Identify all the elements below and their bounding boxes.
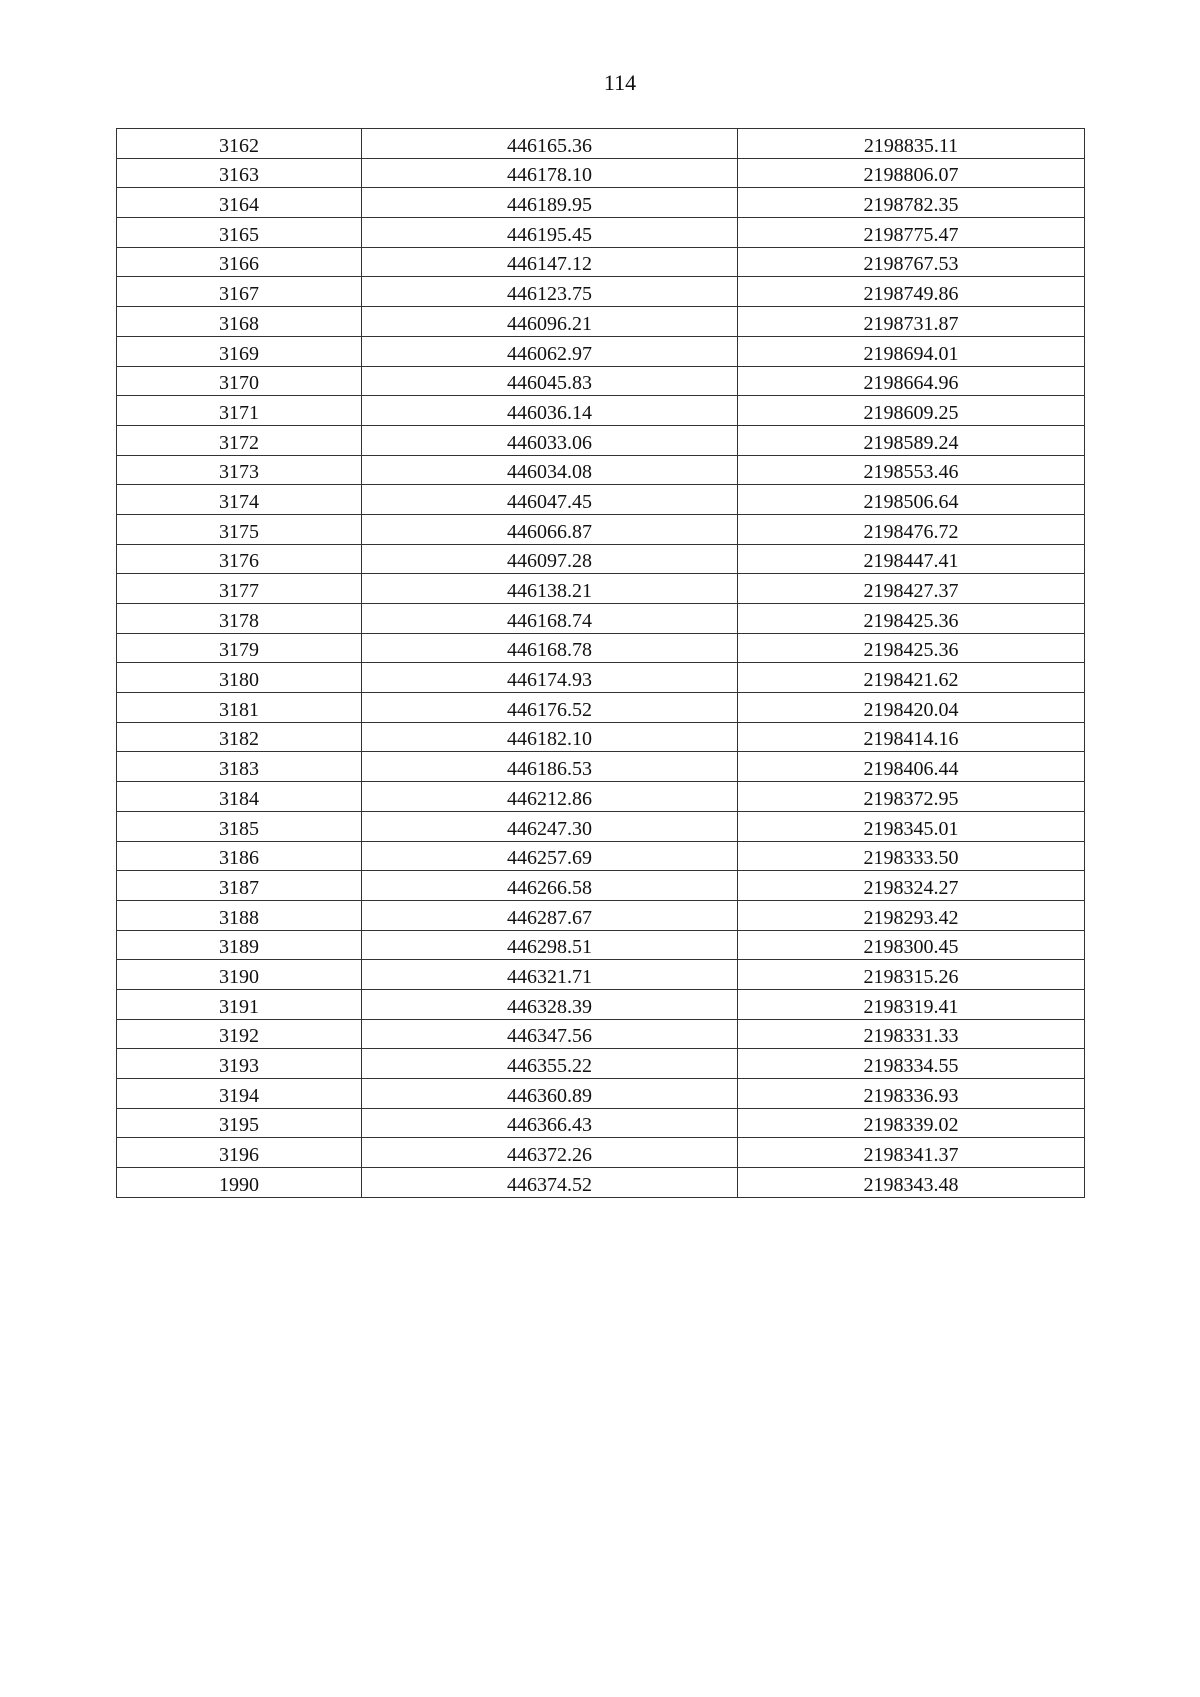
point-id-cell: 3164 xyxy=(117,188,362,218)
point-id-cell: 3194 xyxy=(117,1079,362,1109)
y-coordinate-cell: 2198300.45 xyxy=(738,930,1085,960)
y-coordinate-cell: 2198553.46 xyxy=(738,455,1085,485)
point-id-cell: 3192 xyxy=(117,1019,362,1049)
point-id-cell: 3174 xyxy=(117,485,362,515)
table-row xyxy=(117,693,1085,723)
y-coordinate-cell: 2198425.36 xyxy=(738,604,1085,634)
y-coordinate-cell: 2198664.96 xyxy=(738,366,1085,396)
table-row xyxy=(117,1108,1085,1138)
point-id-cell: 3186 xyxy=(117,841,362,871)
point-id-cell: 3190 xyxy=(117,960,362,990)
table-row xyxy=(117,485,1085,515)
y-coordinate-cell: 2198775.47 xyxy=(738,218,1085,248)
point-id-cell: 3188 xyxy=(117,900,362,930)
y-coordinate-cell: 2198319.41 xyxy=(738,989,1085,1019)
point-id-cell: 3182 xyxy=(117,722,362,752)
x-coordinate-cell: 446287.67 xyxy=(362,900,738,930)
x-coordinate-cell: 446168.74 xyxy=(362,604,738,634)
point-id-cell: 1990 xyxy=(117,1168,362,1198)
y-coordinate-cell: 2198806.07 xyxy=(738,158,1085,188)
table-row xyxy=(117,782,1085,812)
point-id-cell: 3176 xyxy=(117,544,362,574)
table-row xyxy=(117,514,1085,544)
point-id-cell: 3189 xyxy=(117,930,362,960)
table-row xyxy=(117,396,1085,426)
table-row xyxy=(117,129,1085,159)
x-coordinate-cell: 446165.36 xyxy=(362,129,738,159)
x-coordinate-cell: 446182.10 xyxy=(362,722,738,752)
table-row xyxy=(117,633,1085,663)
point-id-cell: 3183 xyxy=(117,752,362,782)
y-coordinate-cell: 2198336.93 xyxy=(738,1079,1085,1109)
point-id-cell: 3178 xyxy=(117,604,362,634)
point-id-cell: 3177 xyxy=(117,574,362,604)
point-id-cell: 3162 xyxy=(117,129,362,159)
y-coordinate-cell: 2198343.48 xyxy=(738,1168,1085,1198)
y-coordinate-cell: 2198324.27 xyxy=(738,871,1085,901)
y-coordinate-cell: 2198421.62 xyxy=(738,663,1085,693)
point-id-cell: 3167 xyxy=(117,277,362,307)
x-coordinate-cell: 446045.83 xyxy=(362,366,738,396)
table-row xyxy=(117,158,1085,188)
x-coordinate-cell: 446186.53 xyxy=(362,752,738,782)
table-row xyxy=(117,336,1085,366)
table-row xyxy=(117,188,1085,218)
x-coordinate-cell: 446257.69 xyxy=(362,841,738,871)
x-coordinate-cell: 446298.51 xyxy=(362,930,738,960)
x-coordinate-cell: 446189.95 xyxy=(362,188,738,218)
table-row xyxy=(117,247,1085,277)
y-coordinate-cell: 2198414.16 xyxy=(738,722,1085,752)
y-coordinate-cell: 2198476.72 xyxy=(738,514,1085,544)
x-coordinate-cell: 446066.87 xyxy=(362,514,738,544)
x-coordinate-cell: 446372.26 xyxy=(362,1138,738,1168)
table-row xyxy=(117,663,1085,693)
point-id-cell: 3193 xyxy=(117,1049,362,1079)
x-coordinate-cell: 446178.10 xyxy=(362,158,738,188)
x-coordinate-cell: 446247.30 xyxy=(362,811,738,841)
point-id-cell: 3187 xyxy=(117,871,362,901)
x-coordinate-cell: 446174.93 xyxy=(362,663,738,693)
table-row xyxy=(117,930,1085,960)
table-row xyxy=(117,218,1085,248)
y-coordinate-cell: 2198835.11 xyxy=(738,129,1085,159)
point-id-cell: 3180 xyxy=(117,663,362,693)
table-row xyxy=(117,1079,1085,1109)
table-row xyxy=(117,574,1085,604)
x-coordinate-cell: 446355.22 xyxy=(362,1049,738,1079)
y-coordinate-cell: 2198749.86 xyxy=(738,277,1085,307)
y-coordinate-cell: 2198425.36 xyxy=(738,633,1085,663)
y-coordinate-cell: 2198315.26 xyxy=(738,960,1085,990)
table-row xyxy=(117,841,1085,871)
y-coordinate-cell: 2198334.55 xyxy=(738,1049,1085,1079)
x-coordinate-cell: 446138.21 xyxy=(362,574,738,604)
x-coordinate-cell: 446212.86 xyxy=(362,782,738,812)
x-coordinate-cell: 446347.56 xyxy=(362,1019,738,1049)
point-id-cell: 3168 xyxy=(117,307,362,337)
coordinates-table-body xyxy=(117,129,1085,1198)
x-coordinate-cell: 446147.12 xyxy=(362,247,738,277)
x-coordinate-cell: 446328.39 xyxy=(362,989,738,1019)
x-coordinate-cell: 446034.08 xyxy=(362,455,738,485)
y-coordinate-cell: 2198420.04 xyxy=(738,693,1085,723)
point-id-cell: 3184 xyxy=(117,782,362,812)
table-row xyxy=(117,1138,1085,1168)
table-row xyxy=(117,544,1085,574)
x-coordinate-cell: 446097.28 xyxy=(362,544,738,574)
x-coordinate-cell: 446033.06 xyxy=(362,425,738,455)
y-coordinate-cell: 2198406.44 xyxy=(738,752,1085,782)
table-row xyxy=(117,307,1085,337)
y-coordinate-cell: 2198331.33 xyxy=(738,1019,1085,1049)
y-coordinate-cell: 2198731.87 xyxy=(738,307,1085,337)
x-coordinate-cell: 446047.45 xyxy=(362,485,738,515)
table-row xyxy=(117,425,1085,455)
y-coordinate-cell: 2198447.41 xyxy=(738,544,1085,574)
point-id-cell: 3172 xyxy=(117,425,362,455)
table-row xyxy=(117,1049,1085,1079)
point-id-cell: 3196 xyxy=(117,1138,362,1168)
table-row xyxy=(117,366,1085,396)
y-coordinate-cell: 2198333.50 xyxy=(738,841,1085,871)
point-id-cell: 3173 xyxy=(117,455,362,485)
point-id-cell: 3185 xyxy=(117,811,362,841)
table-row xyxy=(117,900,1085,930)
y-coordinate-cell: 2198339.02 xyxy=(738,1108,1085,1138)
table-row xyxy=(117,752,1085,782)
table-row xyxy=(117,960,1085,990)
table-row xyxy=(117,989,1085,1019)
page-number: 114 xyxy=(603,70,637,95)
point-id-cell: 3181 xyxy=(117,693,362,723)
x-coordinate-cell: 446360.89 xyxy=(362,1079,738,1109)
y-coordinate-cell: 2198341.37 xyxy=(738,1138,1085,1168)
point-id-cell: 3170 xyxy=(117,366,362,396)
x-coordinate-cell: 446036.14 xyxy=(362,396,738,426)
point-id-cell: 3166 xyxy=(117,247,362,277)
y-coordinate-cell: 2198782.35 xyxy=(738,188,1085,218)
y-coordinate-cell: 2198694.01 xyxy=(738,336,1085,366)
y-coordinate-cell: 2198427.37 xyxy=(738,574,1085,604)
y-coordinate-cell: 2198589.24 xyxy=(738,425,1085,455)
table-row xyxy=(117,277,1085,307)
table-row xyxy=(117,722,1085,752)
point-id-cell: 3175 xyxy=(117,514,362,544)
point-id-cell: 3163 xyxy=(117,158,362,188)
y-coordinate-cell: 2198293.42 xyxy=(738,900,1085,930)
x-coordinate-cell: 446321.71 xyxy=(362,960,738,990)
table-row xyxy=(117,455,1085,485)
x-coordinate-cell: 446062.97 xyxy=(362,336,738,366)
y-coordinate-cell: 2198372.95 xyxy=(738,782,1085,812)
x-coordinate-cell: 446168.78 xyxy=(362,633,738,663)
x-coordinate-cell: 446266.58 xyxy=(362,871,738,901)
table-row xyxy=(117,871,1085,901)
y-coordinate-cell: 2198506.64 xyxy=(738,485,1085,515)
x-coordinate-cell: 446374.52 xyxy=(362,1168,738,1198)
x-coordinate-cell: 446366.43 xyxy=(362,1108,738,1138)
x-coordinate-cell: 446176.52 xyxy=(362,693,738,723)
table-row xyxy=(117,604,1085,634)
y-coordinate-cell: 2198609.25 xyxy=(738,396,1085,426)
x-coordinate-cell: 446195.45 xyxy=(362,218,738,248)
point-id-cell: 3165 xyxy=(117,218,362,248)
y-coordinate-cell: 2198345.01 xyxy=(738,811,1085,841)
point-id-cell: 3191 xyxy=(117,989,362,1019)
coordinates-table xyxy=(116,128,1085,1198)
table-row xyxy=(117,1168,1085,1198)
point-id-cell: 3169 xyxy=(117,336,362,366)
x-coordinate-cell: 446123.75 xyxy=(362,277,738,307)
y-coordinate-cell: 2198767.53 xyxy=(738,247,1085,277)
x-coordinate-cell: 446096.21 xyxy=(362,307,738,337)
point-id-cell: 3195 xyxy=(117,1108,362,1138)
point-id-cell: 3179 xyxy=(117,633,362,663)
table-row xyxy=(117,1019,1085,1049)
table-row xyxy=(117,811,1085,841)
point-id-cell: 3171 xyxy=(117,396,362,426)
